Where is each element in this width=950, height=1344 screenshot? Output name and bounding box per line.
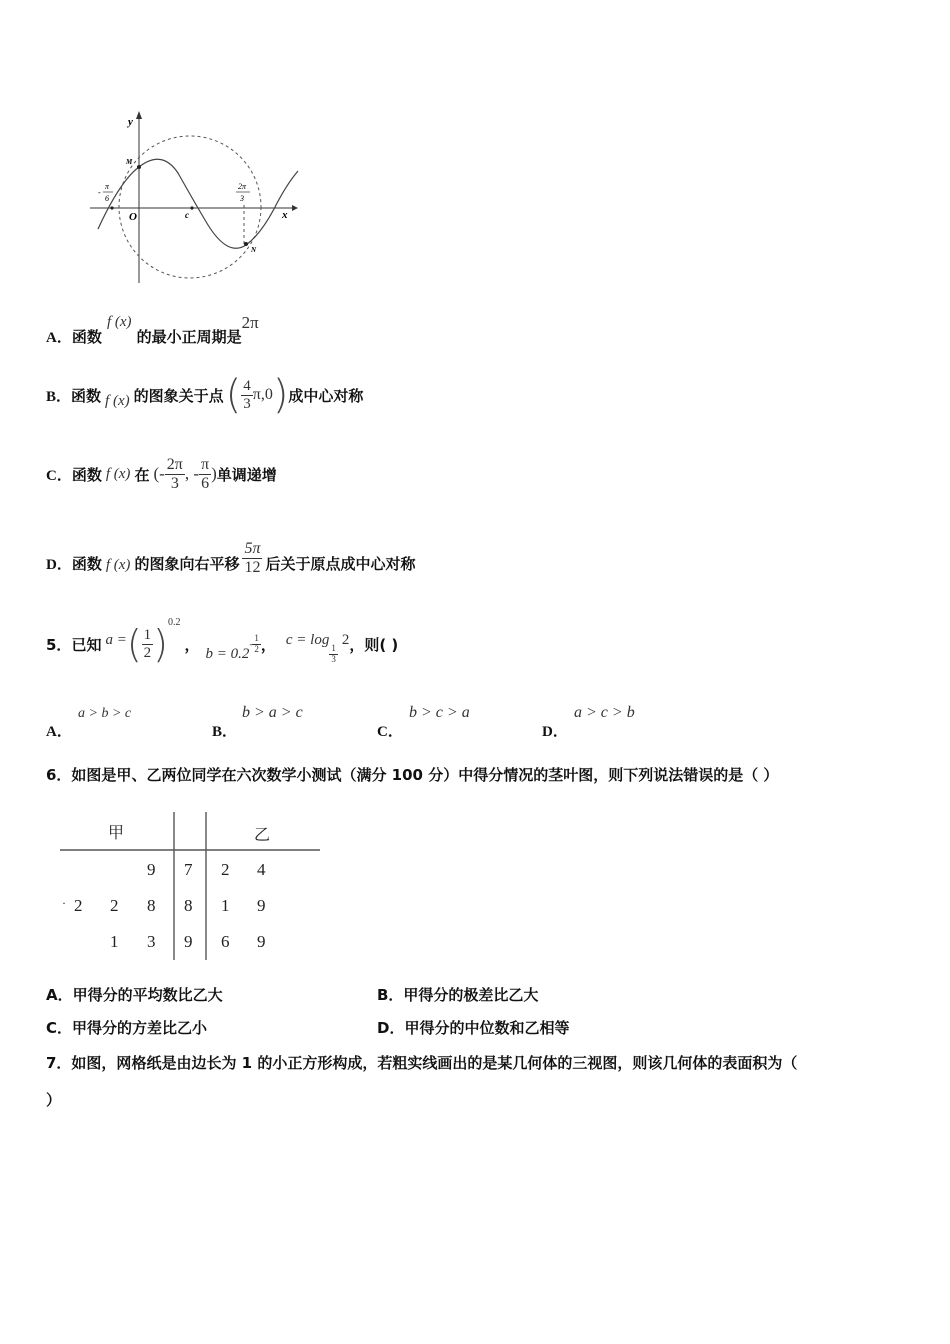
q6-option-d[interactable]: D．甲得分的中位数和乙相等 [377,1019,570,1037]
fraction-pi-6 [199,456,211,492]
option-d-value[interactable]: a > c > b [574,704,635,721]
exp-sign: - [249,639,253,649]
fraction-1-2 [142,627,154,661]
option-text: 的图象向右平移 [134,555,240,574]
option-text: 函数 [71,555,102,574]
frac-num: π [201,456,210,473]
math-2pi: 2π [241,313,259,332]
right-paren: ) [272,372,289,418]
q4-option-c [46,456,277,492]
frac-num: 4 [243,378,251,394]
option-text: 后关于原点成中心对称 [265,555,416,574]
math-fx: f (x) [105,392,130,409]
option-text: 的图象关于点 [133,386,224,405]
option-a-label[interactable]: A． [46,724,72,740]
row-dot: · [62,896,66,910]
log-arg: 2 [341,631,350,648]
frac-den: 6 [201,474,210,492]
frac-den: 3 [243,395,251,412]
two-pi-denominator: 3 [240,194,244,203]
option-b-value[interactable]: b > a > c [242,704,303,721]
q4-option-a [46,312,259,346]
leaf-right: 4 [257,860,266,879]
exp-fraction [252,634,261,655]
option-a-value[interactable]: a > b > c [78,706,132,721]
x-axis-arrow [292,205,298,211]
q4-option-d [46,538,415,574]
right-paren: ) [153,622,168,666]
option-b-label[interactable]: B． [212,724,238,740]
leaf-right: 9 [257,896,266,915]
header-yi: 乙 [254,825,271,844]
option-text: 函数 [71,328,102,346]
neg-pi-denominator: 6 [105,194,109,203]
leaf-right: 2 [221,860,230,879]
y-axis-label: y [128,116,133,128]
option-label: D． [46,557,72,574]
comma: ， [260,635,276,654]
frac-num: 5π [244,540,261,557]
option-text: 成中心对称 [288,386,364,405]
math-c-expr: c = log [285,631,330,648]
leaf-right: 1 [221,896,230,915]
fraction-2pi-3 [165,456,185,492]
q6-stem: 6．如图是甲、乙两位同学在六次数学小测试（满分 100 分）中得分情况的茎叶图，则下列说法错误的是（ ） [46,766,779,784]
math-fx: f (x) [105,465,131,482]
point-c-label: c [185,210,189,220]
math-a-lhs: a = [105,631,127,648]
frac-num: 1 [254,632,259,643]
point-neg-pi-6 [110,206,113,209]
origin-label: O [129,211,137,223]
option-text: 单调递增 [216,465,277,484]
b-exponent [249,634,261,655]
option-text: 函数 [71,386,102,405]
math-b-expr: b = 0.2 [205,645,250,662]
fraction-4-3 [241,378,253,412]
left-paren: ( [126,622,142,666]
q4-option-b [46,372,363,418]
frac-num: 1 [331,642,336,653]
q5-stem [46,616,399,666]
fraction-5pi-12 [242,540,262,576]
stem: 7 [184,860,193,879]
frac-den: 2 [254,643,259,654]
stem: 8 [184,896,193,915]
frac-num: 2π [166,456,183,473]
leaf-left: 2 [110,896,119,915]
leaf-left: 3 [147,932,156,951]
option-text: 的最小正周期是 [136,328,242,346]
point-n-label: N [251,246,257,254]
q6-option-a[interactable]: A．甲得分的平均数比乙大 [46,986,223,1004]
math-fx: f (x) [105,557,131,574]
q7-stem-line2: ） [46,1091,62,1109]
interval-open: (- [153,464,165,484]
point-c [190,206,193,209]
left-paren: ( [225,372,242,418]
dashed-circle [119,136,261,278]
point-n [244,242,248,246]
frac-num: 1 [143,627,152,643]
frac-den: 12 [244,558,261,576]
frac-den: 3 [331,653,336,664]
header-jia: 甲 [108,823,125,842]
option-text: 函数 [71,465,102,484]
y-axis-arrow [136,111,142,119]
q5-options [46,704,746,744]
option-label: B． [46,388,72,405]
question-lead: 已知 [71,635,102,654]
function-graph [80,105,310,295]
two-pi-numerator: 2π [238,182,247,191]
question-tail: ，则( ) [349,635,399,654]
q6-option-c[interactable]: C．甲得分的方差比乙小 [46,1019,208,1037]
leaf-right: 9 [257,932,266,951]
comma: ， [184,635,200,654]
point-m-label: M [126,158,133,166]
option-d-label[interactable]: D． [542,724,568,740]
option-c-label[interactable]: C． [377,724,403,740]
frac-den: 3 [170,474,179,492]
option-text: 在 [134,465,150,484]
question-number: 5． [46,635,72,654]
x-axis-label: x [282,209,288,221]
math-pi-0: π,0 [252,386,273,403]
interval-sep: , - [184,464,200,484]
frac-den: 2 [143,644,152,661]
q7-stem-line1: 7．如图，网格纸是由边长为 1 的小正方形构成，若粗实线画出的是某几何体的三视图，则该几何体的表面积为（ [46,1054,798,1072]
leaf-right: 6 [221,932,230,951]
log-base-1-3 [329,644,338,665]
leaf-left: 2 [74,896,83,915]
math-fx: f (x) [106,314,132,330]
neg-pi-numerator: π [105,182,110,191]
leaf-left: 1 [110,932,119,951]
option-c-value[interactable]: b > c > a [409,704,470,721]
leaf-left: 9 [147,860,156,879]
option-label: A． [46,330,72,346]
stem-leaf-lines [58,810,328,970]
interval-close: ) [211,464,217,484]
exponent-0-2: 0.2 [167,616,181,628]
stem: 9 [184,932,193,951]
stem-leaf-plot [58,810,328,970]
neg-sign-label: - [98,188,101,197]
q6-option-b[interactable]: B．甲得分的极差比乙大 [377,986,539,1004]
leaf-left: 8 [147,896,156,915]
point-m [137,165,141,169]
option-label: C． [46,467,72,484]
